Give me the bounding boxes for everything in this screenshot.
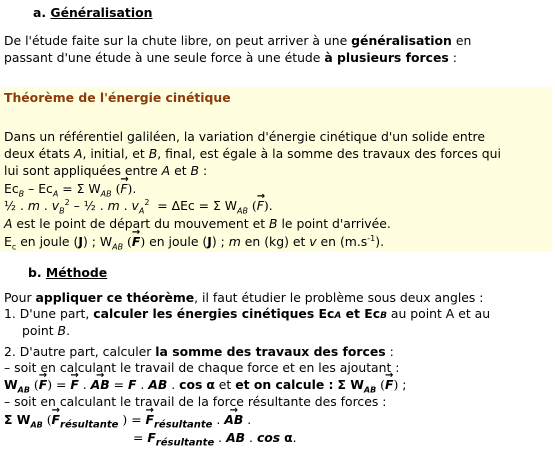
intro-paragraph-line-1: De l'étude faite sur la chute libre, on peut arriver à une généralisation en [4, 33, 472, 48]
work-resultant-equation-cont: = $F_{résultante}$ . AB . cos α. [133, 430, 297, 449]
section-a-title: Généralisation [50, 5, 153, 20]
work-resultant-equation: Σ $W_{AB}$ (→ $F_{résultante}$ ) = → $F_{résultante}$ . → AB . [4, 411, 251, 428]
intro-paragraph-line-2: passant d'une étude à une seule force à une étude à plusieurs forces : [4, 50, 457, 65]
section-b-heading [28, 265, 107, 280]
theorem-line-6: A est le point de départ du mouvement et B le point d'arrivée. [4, 216, 391, 231]
method-intro: Pour appliquer ce théorème, il faut étudier le problème sous deux angles : [4, 290, 484, 305]
theorem-line-1: Dans un référentiel galiléen, la variation d'énergie cinétique d'un solide entre [4, 129, 485, 144]
section-a-letter: a. [33, 5, 47, 20]
section-b-title: Méthode [45, 265, 108, 280]
theorem-line-2: deux états A, initial, et B, final, est égale à la somme des travaux des forces qui [4, 146, 501, 161]
section-b-letter: b. [28, 265, 42, 280]
theorem-title: Théorème de l'énergie cinétique [4, 90, 231, 105]
section-a-heading [33, 5, 152, 20]
theorem-line-3: lui sont appliquées entre A et B : [4, 163, 208, 178]
method-step-2-option-2: – soit en calculant le travail de la force résultante des forces : [4, 394, 387, 409]
theorem-equation-1: $Ec_B - Ec_A = \Sigma$ $W_{AB}$ (→ F). [4, 180, 136, 197]
theorem-line-7: $E_c$ en joule (J) ; $W_{AB}$ (→ F) en joule (J) ; m en (kg) et v en $(m.s^{-1})$. [4, 233, 384, 250]
theorem-equation-2: ½ . m . $v_B^2$ – ½ . m . $v_A^2 = \Delta Ec = \Sigma$ $W_{AB}$ (→ F). [4, 197, 273, 214]
method-step-2: 2. D'autre part, calculer la somme des travaux des forces : [4, 344, 394, 359]
method-step-2-option-1: – soit en calculant le travail de chaque force et en les ajoutant : [4, 360, 400, 375]
method-step-1: 1. D'une part, calculer les énergies cinétiques EcA et EcB au point A et au [4, 306, 491, 321]
work-each-force-equation: $W_{AB}$ (→ F) = → F . → AB = F . AB . cos α et et on calcule : Σ $W_{AB}$ (→ F) ; [4, 376, 406, 393]
method-step-1-cont: point B. [22, 323, 71, 338]
